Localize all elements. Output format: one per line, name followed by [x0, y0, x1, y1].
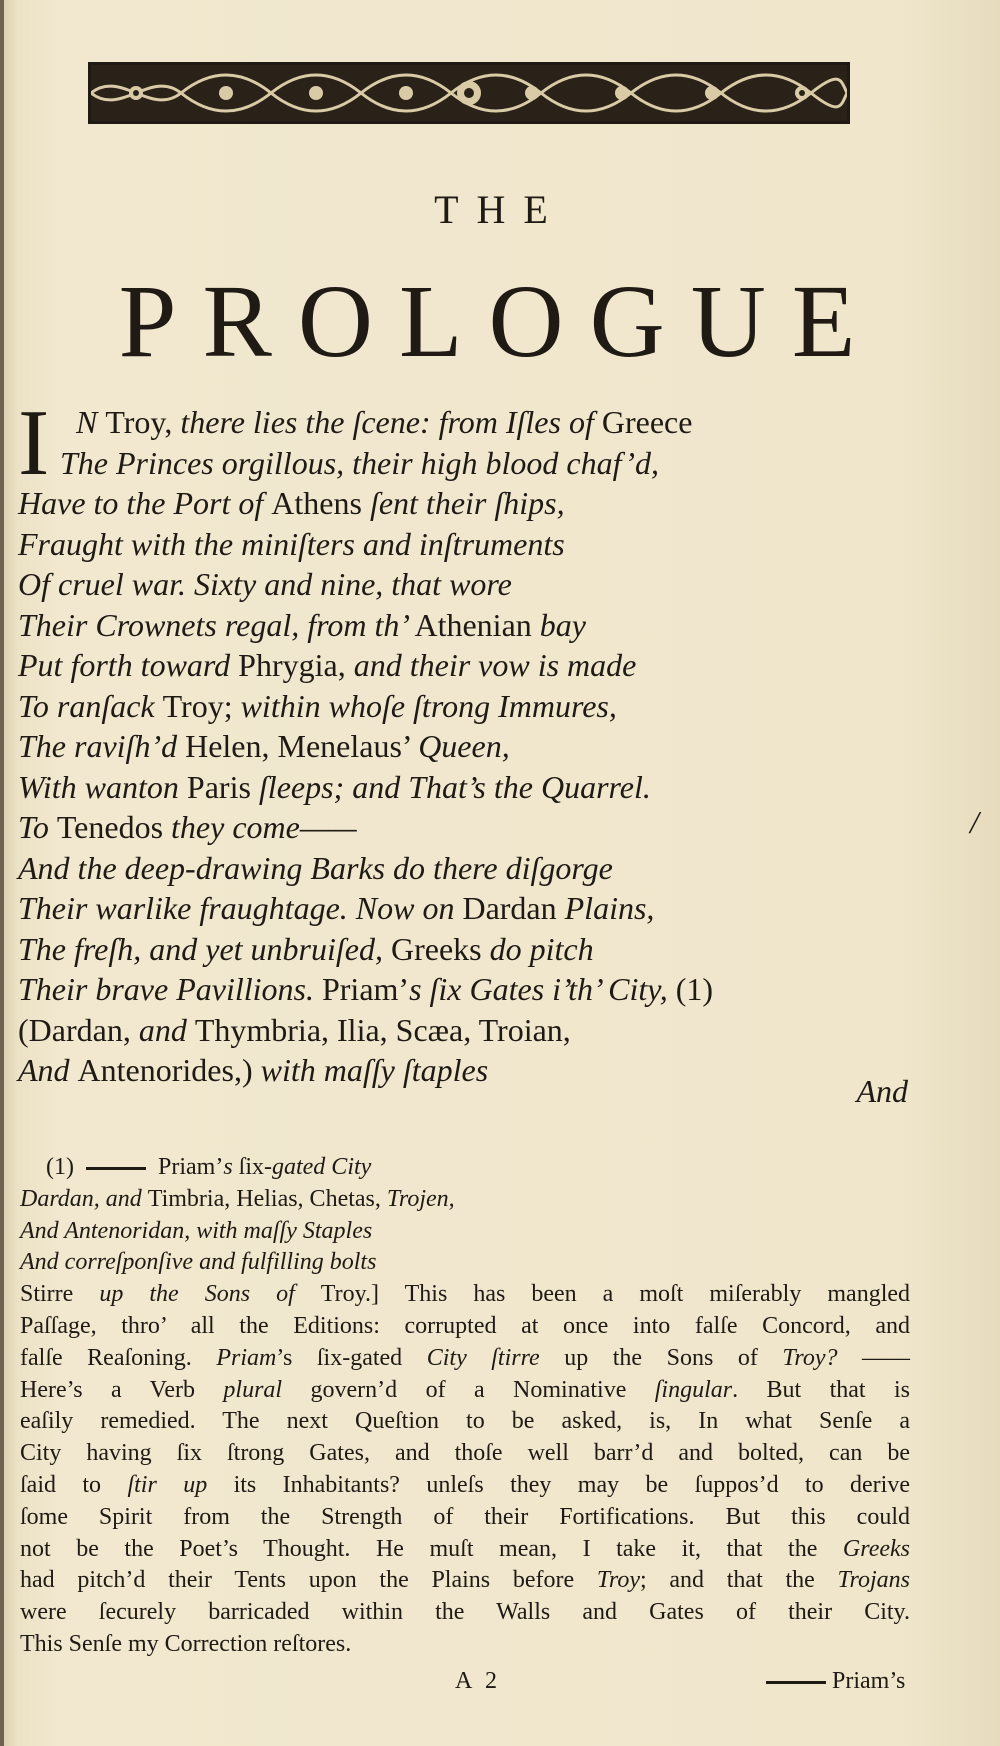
- verse-line: [18, 767, 938, 808]
- verse-segment: And the deep-drawing Barks do there diſgorge: [18, 849, 613, 886]
- verse-segment: (Dardan,: [18, 1011, 139, 1048]
- verse-segment: The Princes orgillous, their high blood chaf’d,: [60, 444, 660, 481]
- verse-segment: bay: [539, 606, 586, 643]
- note-prose-segment: . But that is: [732, 1376, 911, 1403]
- note-prose-segment: Trojans: [837, 1567, 910, 1594]
- note-prose-segment: eaſily remedied. The next Queſtion to be asked, is, In what Senſe a: [20, 1408, 910, 1435]
- note-prose-segment: Paſſage, thro’ all the Editions: corrupted at once into falſe Concord, and: [20, 1312, 910, 1339]
- note-prose-line: [20, 1406, 910, 1438]
- note-quote-line: [20, 1247, 910, 1279]
- footer-catchword: [760, 1668, 905, 1695]
- note-rule: [86, 1167, 146, 1170]
- note-prose-segment: Priam: [216, 1344, 277, 1371]
- verse-line: [18, 686, 938, 727]
- note-prose-segment: ſaid to: [20, 1471, 128, 1498]
- note-prose-segment: ; and that the: [640, 1567, 838, 1594]
- drop-capital: I: [18, 391, 50, 495]
- note-prose-segment: Troy: [596, 1567, 640, 1594]
- verse-line: [18, 726, 938, 767]
- verse-segment: within whoſe ſtrong Immures,: [240, 687, 617, 724]
- note-quote-segment: Priam’: [151, 1154, 224, 1180]
- verse-segment: Paris: [186, 768, 259, 805]
- prologue-verse: [18, 391, 938, 1091]
- verse-segment: with maſſy ſtaples: [260, 1052, 489, 1088]
- verse-line: [18, 1050, 938, 1091]
- signature-mark: A 2: [455, 1668, 502, 1694]
- verse-line: [18, 645, 938, 686]
- note-prose-line: [20, 1597, 910, 1629]
- verse-segment: (1): [675, 971, 714, 1007]
- verse-line: [18, 807, 938, 848]
- note-prose-segment: Greeks: [842, 1535, 910, 1562]
- note-quote-segment: And correſponſive and fulfilling bolts: [20, 1249, 377, 1276]
- note-prose-line: [20, 1311, 910, 1343]
- note-prose-line: [20, 1470, 910, 1502]
- verse-segment: Put forth toward: [18, 647, 239, 683]
- verse-line: [18, 929, 938, 970]
- verse-line: [18, 888, 938, 929]
- footnote-quotation: [20, 1152, 910, 1279]
- verse-line: [18, 605, 938, 646]
- verse-segment: ſleeps; and That’s the Quarrel.: [258, 768, 651, 805]
- note-prose-segment: Here’s a Verb: [20, 1376, 224, 1403]
- verse-segment: N: [76, 404, 106, 440]
- note-quote-line: [20, 1216, 910, 1248]
- verse-segment: And: [18, 1052, 78, 1088]
- verse-segment: there lies the ſcene: from Iſles of: [180, 404, 602, 440]
- heading-the: THE: [434, 187, 566, 232]
- note-prose-segment: up the Sons of: [564, 1344, 783, 1371]
- verse-segment: Athens: [271, 485, 370, 521]
- verse-segment: ſent their ſhips,: [369, 485, 565, 521]
- verse-segment: Their brave Pavillions.: [18, 971, 322, 1007]
- note-prose-segment: were ſecurely barricaded within the Walls and Gates of their City.: [20, 1599, 910, 1626]
- note-quote-segment: Trojen,: [386, 1185, 455, 1212]
- note-prose-segment: Troy.] This has been a moſt miſerably mangled: [320, 1281, 911, 1308]
- note-prose-line: [20, 1279, 910, 1311]
- note-prose-segment: ——: [837, 1344, 911, 1371]
- verse-segment: Thymbria, Ilia, Scæa, Troian,: [194, 1011, 571, 1048]
- note-quote-segment: s: [223, 1154, 239, 1180]
- verse-segment: Have to the Port of: [18, 485, 272, 521]
- verse-segment: The freſh, and yet unbruiſed,: [18, 930, 391, 967]
- verse-segment: Troy;: [162, 687, 241, 724]
- note-quote-segment: (1): [46, 1154, 80, 1180]
- verse-line: [18, 848, 938, 889]
- verse-segment: Tenedos: [56, 809, 172, 845]
- verse-segment: Queen,: [418, 728, 510, 764]
- note-quote-segment: gated City: [271, 1154, 372, 1180]
- footnotes: [20, 1152, 910, 1661]
- verse-segment: With wanton: [18, 768, 187, 805]
- verse-segment: The raviſh’d: [18, 728, 186, 764]
- note-prose-segment: not be the Poet’s Thought. He muſt mean, I take it, that the: [20, 1535, 843, 1562]
- verse-segment: Athenian: [414, 606, 540, 643]
- note-prose-segment: ſome Spirit from the Strength of their Fortifications. But this could: [20, 1503, 910, 1530]
- note-quote-segment: ſix-: [238, 1154, 272, 1180]
- margin-mark: /: [970, 804, 979, 840]
- note-prose-segment: govern’d of a Nominative: [310, 1376, 655, 1403]
- verse-segment: Greece: [601, 404, 693, 440]
- verse-segment: Their warlike fraughtage. Now on: [18, 890, 463, 926]
- verse-line: [18, 483, 938, 524]
- note-prose-segment: City having ſix ſtrong Gates, and thoſe well barr’d and bolted, can be: [20, 1440, 910, 1467]
- verse-segment: Dardan: [462, 890, 565, 926]
- verse-segment: Phrygia,: [238, 647, 354, 683]
- note-prose-line: [20, 1375, 910, 1407]
- note-prose-line: [20, 1438, 910, 1470]
- verse-line: [18, 443, 938, 484]
- note-prose-segment: City ſtirre: [426, 1344, 565, 1371]
- catchword-rule: [766, 1681, 826, 1684]
- verse-line: [18, 969, 938, 1010]
- note-quote-line: [20, 1152, 910, 1184]
- footnote-commentary: [20, 1279, 910, 1661]
- note-prose-segment: falſe Reaſoning.: [20, 1344, 217, 1371]
- note-prose-segment: up the Sons of: [99, 1281, 321, 1308]
- note-prose-segment: Stirre: [20, 1281, 100, 1308]
- headpiece-ornament: [88, 62, 850, 124]
- note-quote-line: [20, 1184, 910, 1216]
- note-prose-line: [20, 1565, 910, 1597]
- verse-segment: Helen, Menelaus’: [185, 728, 419, 764]
- note-prose-segment: Troy?: [782, 1344, 838, 1371]
- verse-segment: they come——: [171, 809, 357, 845]
- note-prose-segment: This Senſe my Correction reſtores.: [20, 1630, 352, 1657]
- verse-line: [18, 564, 938, 605]
- verse-segment: and their vow is made: [353, 647, 637, 683]
- verse-segment: s ſix Gates i’th’ City,: [409, 971, 676, 1007]
- binding-edge: [0, 0, 4, 1746]
- verse-segment: Fraught with the miniſters and inſtruments: [18, 525, 565, 562]
- verse-line: [18, 1010, 938, 1051]
- note-prose-line: [20, 1343, 910, 1375]
- verse-segment: Troy,: [105, 404, 181, 440]
- note-quote-segment: And Antenoridan, with maſſy Staples: [20, 1217, 373, 1244]
- note-prose-line: [20, 1502, 910, 1534]
- verse-segment: Of cruel war. Sixty and nine, that wore: [18, 566, 512, 602]
- verse-catchword: And: [856, 1073, 908, 1109]
- note-prose-segment: ſtir up: [127, 1471, 234, 1498]
- note-quote-segment: Dardan, and: [20, 1185, 148, 1212]
- verse-segment: do pitch: [489, 930, 594, 967]
- verse-segment: Antenorides,): [77, 1052, 261, 1088]
- note-prose-line: [20, 1629, 910, 1661]
- note-prose-segment: ſingular: [654, 1376, 733, 1403]
- verse-segment: Plains,: [564, 890, 655, 926]
- verse-line: [18, 524, 938, 565]
- verse-segment: Their Crownets regal, from th’: [18, 606, 415, 643]
- footer-catchword-text: Priam’s: [832, 1668, 906, 1694]
- note-prose-segment: had pitch’d their Tents upon the Plains before: [20, 1567, 597, 1594]
- note-prose-segment: its Inhabitants? unleſs they may be ſuppos’d to derive: [233, 1471, 910, 1498]
- ornament-pattern: [91, 65, 847, 121]
- verse-segment: To ranſack: [18, 687, 163, 724]
- note-prose-segment: plural: [223, 1376, 311, 1403]
- heading-prologue: PROLOGUE: [118, 264, 882, 379]
- verse-segment: To: [18, 809, 57, 845]
- verse-segment: and: [138, 1011, 195, 1048]
- verse-segment: Greeks: [390, 930, 490, 967]
- note-prose-line: [20, 1534, 910, 1566]
- note-quote-segment: Timbria, Helias, Chetas,: [147, 1185, 387, 1212]
- note-prose-segment: ’s ſix-gated: [276, 1344, 427, 1371]
- verse-segment: Priam’: [321, 971, 410, 1007]
